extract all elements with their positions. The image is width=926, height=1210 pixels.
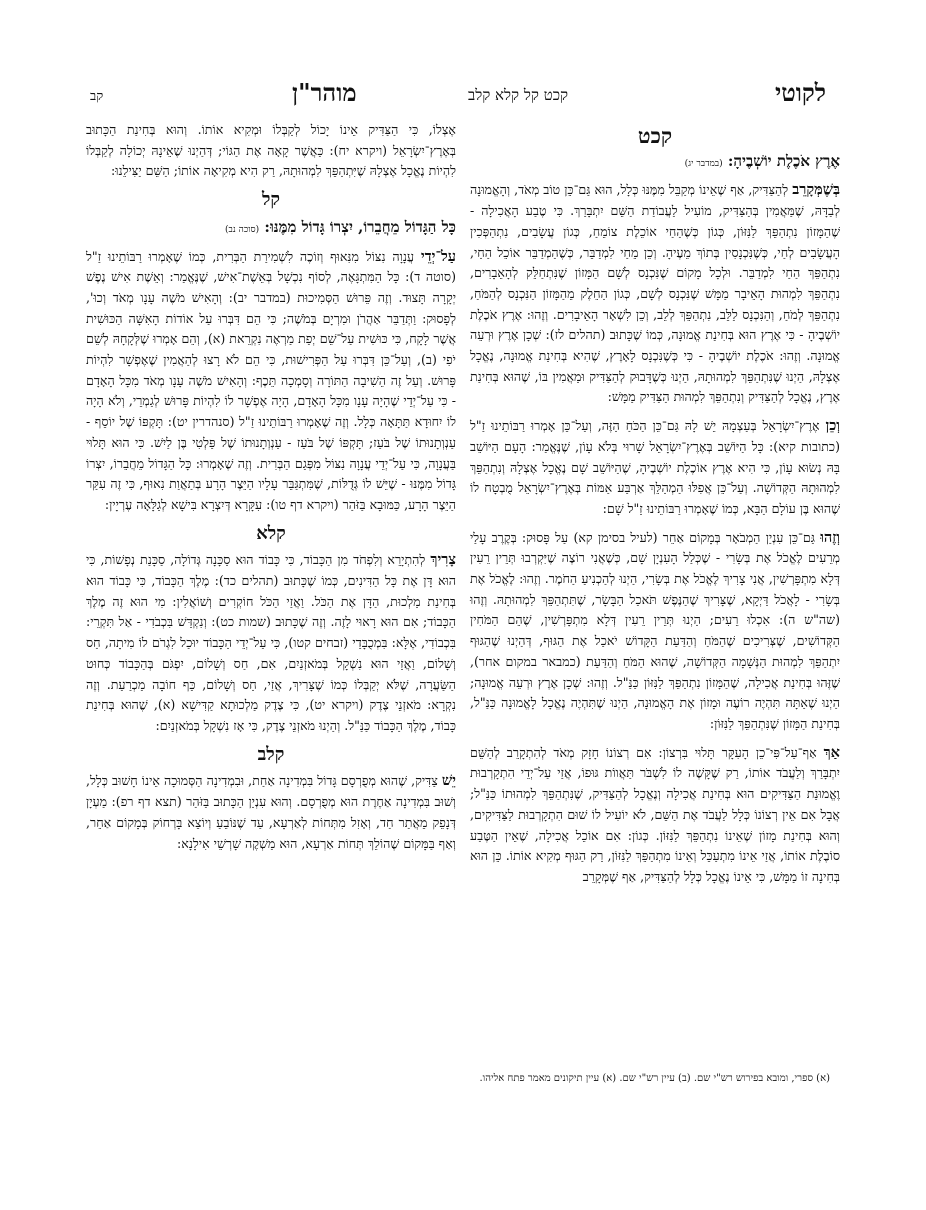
- paragraph-text: עֲנָוָה נִצּוֹל מִנִּאוּף וְזוֹכֶה לִשְׁמִירַת הַבְּרִית, כְּמוֹ שֶׁאָמְרוּ רַבּוֹתֵינוּ זַ"ל (סוטה ד): כָּל הַמִּתְגָּאֶה, לְסוֹף נִכְשָׁל בְּאֵשֶׁת־אִישׁ, שֶׁנֶּאֱמַר: וְאֵשֶׁת אִישׁ נֶפֶשׁ יְקָרָה תָּצוּד. וְזֶה פֵּרוּשׁ הַסְּמִיכוּת (במדבר יב): וְהָאִישׁ מֹשֶׁה עָנָו מְאֹד וְכוּ', לְפָסוּק: וַתְּדַבֵּר אַהֲרֹן וּמִרְיָם בְּמֹשֶׁה; כִּי הֵם דִּבְּרוּ עַל אוֹדוֹת הָאִשָּׁה הַכּוּשִׁית אֲשֶׁר לָקָח, כִּי כּוּשִׁית עַל־שֵׁם יְפַת מַרְאֶה נִקְרֵאת (א), וְהֵם אָמְרוּ שֶׁלְּקָחָהּ לְשֵׁם יֹפִי (ב), וְעַל־כֵּן דִּבְּרוּ עַל הַפְּרִישׁוּת, כִּי הֵם לֹא רָצוּ לְהַאֲמִין שֶׁאֶפְשָׁר לִהְיוֹת פָּרוּשׁ. וְעַל זֶה הֵשִׁיבָה הַתּוֹרָה וְסָמְכָה תֵּכֶף: וְהָאִישׁ מֹשֶׁה עָנָו מְאֹד מִכָּל הָאָדָם - כִּי עַל־יְדֵי שֶׁהָיָה עָנָו מִכָּל הָאָדָם, הָיָה אֶפְשָׁר לוֹ לִהְיוֹת פָּרוּשׁ לְגַמְרֵי, וְלֹא הָיָה לוֹ יִחוּדָא תַּתָּאָה כְּלָל. וְזֶה שֶׁאָמְרוּ רַבּוֹתֵינוּ זַ"ל (סנהדרין יט): תָּקְפּוֹ שֶׁל יוֹסֵף - עַנְוְתָנוּתוֹ שֶׁל בֹּעַז; תָּקְפּוֹ שֶׁל בֹּעַז - עַנְוְתָנוּתוֹ שֶׁל פַּלְטִי בֶּן לַיִשׁ. כִּי הוּא תָּלוּי בַּעֲנָוָה, כִּי עַל־יְדֵי עֲנָוָה נִצּוֹל מִפְּגַם הַבְּרִית. וְזֶה שֶׁאָמְרוּ: כָּל הַגָּדוֹל מֵחֲבֵרוֹ, יִצְרוֹ גָּדוֹל מִמֶּנּוּ - שֶׁיֵּשׁ לוֹ גְּדֻלּוֹת, שֶׁמִּתְגַּבֵּר עָלָיו הַיֵּצֶר הָרָע בְּתַאֲוַת נִאוּף, כִּי זֶה עִקַּר הַיֵּצֶר הָרָע, כַּמּוּבָא בַּזֹּהַר (ויקרא דף טו): עִקָּרָא דְּיִצְרָא בִּישָׁא לְגַלָּאָה עֶרְיָין:: [86, 248, 456, 512]
- paragraph: [470, 743, 840, 888]
- section-title-131: קלא: [256, 522, 286, 544]
- heading-reference: (במדבר יג): [684, 158, 723, 169]
- paragraph: [86, 247, 456, 516]
- paragraph-text: אַף־עַל־פִּי־כֵן הָעִקָּר תָּלוּי בִּרְצוֹן: אִם רְצוֹנוֹ חָזָק מְאֹד לְהִתְקָרֵב לְהַשֵּׁם יִתְבָּרַךְ וְלַעֲבֹד אוֹתוֹ, רַק שֶׁקָּשֶׁה לוֹ לִשְׁבֹּר תַּאֲווֹת גּוּפוֹ, אֲזַי עַל־יְדֵי הִתְקָרְבוּת וֶאֱמוּנַת הַצַּדִּיקִים הוּא בְּחִינַת אֲכִילָה וְנֶאֱכָל לְהַצַּדִּיק, שֶׁנִּתְהַפֵּךְ לִמְהוּתוֹ כַּנַּ"ל; אֲבָל אִם אֵין רְצוֹנוֹ כְּלָל לַעֲבֹד אֶת הַשֵּׁם, לֹא יוֹעִיל לוֹ שׁוּם הִתְקָרְבוּת לַצַּדִּיקִים, וְהוּא בְּחִינַת מָזוֹן שֶׁאֵינוֹ נִתְהַפֵּךְ לַנִּזּוֹן. כְּגוֹן: אִם אוֹכֵל אֲכִילָה, שֶׁאֵין הַטֶּבַע סוֹבֶלֶת אוֹתוֹ, אֲזַי אֵינוֹ מִתְעַכֵּל וְאֵינוֹ מִתְהַפֵּךְ לַנִּזּוֹן, רַק הַגּוּף מְקִיא אוֹתוֹ. כֵּן הוּא בְּחִינָה זוֹ מַמָּשׁ, כִּי אֵינוֹ נֶאֱכָל כְּלָל לְהַצַּדִּיק, אַף שֶׁמְּקָרֵב: [470, 744, 840, 884]
- paragraph-text: אֶרֶץ־יִשְׂרָאֵל בְּעַצְמָהּ יֵשׁ לָהּ גַּם־כֵּן הַכֹּחַ הַזֶּה, וְעַל־כֵּן אָמְרוּ רַבּוֹתֵינוּ זַ"ל (כתובות קיא): כָּל הַיּוֹשֵׁב בְּאֶרֶץ־יִשְׂרָאֵל שָׁרוּי בְּלֹא עָוֹן, שֶׁנֶּאֱמַר: הָעָם הַיּוֹשֵׁב בָּהּ נְשׂוּא עָוֹן, כִּי הִיא אֶרֶץ אוֹכֶלֶת יוֹשְׁבֶיהָ, שֶׁהַיּוֹשֵׁב שָׁם נֶאֱכָל אֶצְלָהּ וְנִתְהַפֵּךְ לִמְהוּתָהּ הַקְּדוֹשָׁה. וְעַל־כֵּן אֲפִלּוּ הַמְהַלֵּךְ אַרְבַּע אַמּוֹת בְּאֶרֶץ־יִשְׂרָאֵל מֻבְטָח לוֹ שֶׁהוּא בֶּן עוֹלָם הַבָּא, כְּמוֹ שֶׁאָמְרוּ רַבּוֹתֵינוּ זַ"ל שָׁם:: [470, 418, 840, 516]
- footnotes: (א) ספרי, ומובא בפירוש רש"י שם. (ב) עיין רש"י שם. (א) עיין תיקונים מאמר פתח אליהו.: [479, 1073, 830, 1084]
- right-column: [470, 120, 840, 896]
- page-number: קב: [90, 89, 104, 104]
- paragraph-text: לְהַצַּדִּיק, אַף שֶׁאֵינוֹ מְקַבֵּל מִמֶּנּוּ כְּלָל, הוּא גַּם־כֵּן טוֹב מְאֹד, וְהָאֱמוּנָה לְבַדָּהּ, שֶׁמַּאֲמִין בְּהַצַּדִּיק, מוֹעִיל לַעֲבוֹדַת הַשֵּׁם יִתְבָּרַךְ. כִּי טֶבַע הָאֲכִילָה - שֶׁהַמָּזוֹן נִתְהַפֵּךְ לַנִּזּוֹן, כְּגוֹן כְּשֶׁהַחַי אוֹכֵלֶת צוֹמֵחַ, כְּגוֹן עֲשָׂבִים, נִתְהַפְּכִין הָעֲשָׂבִים לְחַי, כְּשֶׁנִּכְנָסִין בְּתוֹךְ מֵעֶיהָ. וְכֵן מֵחַי לִמְדַבֵּר, כְּשֶׁהַמְדַבֵּר אוֹכֵל הַחַי, נִתְהַפֵּךְ הַחַי לִמְדַבֵּר. וּלְכָל מָקוֹם שֶׁנִּכְנָס לְשָׁם הַמָּזוֹן שֶׁנִּתְחַלֵּק לְהָאֵבָרִים, נִתְהַפֵּךְ לִמְהוּת הָאֵיבָר מַמָּשׁ שֶׁנִּכְנָס לְשָׁם, כְּגוֹן הַחֵלֶק מֵהַמָּזוֹן הַנִּכְנָס לְהַמֹּחַ, נִתְהַפֵּךְ לְמֹחַ, וְהַנִּכְנָס לַלֵּב, נִתְהַפֵּךְ לְלֵב, וְכֵן לִשְׁאָר הָאֵיבָרִים. וְזֶהוּ: אֶרֶץ אֹכֶלֶת יוֹשְׁבֶיהָ - כִּי אֶרֶץ הוּא בְּחִינַת אֱמוּנָה, כְּמוֹ שֶׁכָּתוּב (תהלים לז): שְׁכָן אֶרֶץ וּרְעֵה אֱמוּנָה. וְזֶהוּ: אֹכֶלֶת יוֹשְׁבֶיהָ - כִּי כְּשֶׁנִּכְנָס לָאָרֶץ, שֶׁהִיא בְּחִינַת אֱמוּנָה, נֶאֱכָל אֶצְלָהּ, הַיְנוּ שֶׁנִּתְהַפֵּךְ לִמְהוּתָהּ, הַיְנוּ כְּשֶׁדָּבוּק לְהַצַּדִּיק וּמַאֲמִין בּוֹ, שֶׁהוּא בְּחִינַת אֶרֶץ, נֶאֱכָל לְהַצַּדִּיק וְנִתְהַפֵּךְ לִמְהוּת הַצַּדִּיק מַמָּשׁ:: [470, 182, 840, 405]
- heading-text: אֶרֶץ אֹכֶלֶת יוֹשְׁבֶיהָ:: [727, 151, 840, 170]
- left-column: [86, 120, 456, 862]
- lead-word: בְּשֶׁמְּקָרֵב: [792, 181, 840, 199]
- paragraph-text: לְהִתְיָרֵא וְלִפְחֹד מִן הַכָּבוֹד, כִּי כָּבוֹד הוּא סַכָּנָה גְּדוֹלָה, סַכָּנַת נְפָשׁוֹת, כִּי הוּא דָּן אֶת כָּל הַדִּינִים, כְּמוֹ שֶׁכָּתוּב (תהלים כד): מֶלֶךְ הַכָּבוֹד, כִּי כָּבוֹד הוּא בְּחִינַת מַלְכוּת, הַדָּן אֶת הַכֹּל. וַאֲזַי הַכֹּל חוֹקְרִים וְשׁוֹאֲלִין: מִי הוּא זֶה מֶלֶךְ הַכָּבוֹד; אִם הוּא רָאוּי לָזֶה. וְזֶה שֶׁכָּתוּב (שמות כט): וְנִקְדַּשׁ בִּכְבֹדִי - אַל תִּקְרֵי: בִּכְבוֹדִי, אֶלָּא: בִּמְכֻבָּדַי (זבחים קטו), כִּי עַל־יְדֵי הַכָּבוֹד יוּכַל לִגְרֹם לוֹ מִיתָה, חַס וְשָׁלוֹם, וַאֲזַי הוּא נִשְׁקָל בְּמֹאזְנַיִם, אִם, חַס וְשָׁלוֹם, יִפְגֹּם בְּהַכָּבוֹד כְּחוּט הַשַּׂעֲרָה, שֶׁלֹּא יְקַבְּלוֹ כְּמוֹ שֶׁצָּרִיךְ, אֲזַי, חַס וְשָׁלוֹם, כַּף חוֹבָה מַכְרַעַת. וְזֶה נִקְרָא: מֹאזְנֵי צֶדֶק (ויקרא יט), כִּי צֶדֶק מַלְכוּתָא קַדִּישָׁא (א), שֶׁהוּא בְּחִינַת כָּבוֹד, מֶלֶךְ הַכָּבוֹד כַּנַּ"ל. וְהַיְנוּ מֹאזְנֵי צֶדֶק, כִּי אָז נִשְׁקָל בְּמֹאזְנַיִם:: [86, 552, 456, 733]
- section-title-129: קכט: [637, 123, 673, 148]
- paragraph: [470, 528, 840, 735]
- heading-text: כָּל הַגָּדוֹל מֵחֲבֵרוֹ, יִצְרוֹ גָּדוֹל מִמֶּנּוּ:: [264, 217, 456, 236]
- paragraph-text: אֶצְלוֹ, כִּי הַצַּדִּיק אֵינוֹ יָכוֹל לְקַבְּלוֹ וּמְקִיא אוֹתוֹ. וְהוּא בְּחִינַת הַכָּתוּב בְּאֶרֶץ־יִשְׂרָאֵל (ויקרא יח): כַּאֲשֶׁר קָאָה אֶת הַגּוֹי; דְּהַיְנוּ שֶׁאֵינָהּ יְכוֹלָה לְקַבְּלוֹ לִהְיוֹת נֶאֱכָל אֶצְלָהּ שֶׁיִּתְהַפֵּךְ לִמְהוּתָהּ, רַק הִיא מְקִיאָה אוֹתוֹ; הַשֵּׁם יַצִּילֵנוּ:: [86, 122, 456, 179]
- running-header: [82, 78, 844, 114]
- section-heading-130: [86, 217, 456, 241]
- section-range: קכט קל קלא קלב: [468, 86, 569, 104]
- book-title-right: לקוטי: [775, 78, 826, 107]
- paragraph: [86, 550, 456, 736]
- lead-word: עַל־יְדֵי: [420, 247, 456, 265]
- paragraph-text: צַדִּיק, שֶׁהוּא מְפֻרְסָם גָּדוֹל בִּמְדִינָה אַחַת, וּבִמְדִינָה הַסְּמוּכָה אֵינוֹ חָשׁוּב כְּלָל, וְשׁוּב בִּמְדִינָה אַחֶרֶת הוּא מְפֻרְסָם. וְהוּא עִנְיַן הַכָּתוּב בַּזֹּהַר (תצא דף רפ): מַעְיָן דְּנָפֵק מֵאֲתַר חַד, וְאָזִל מִתְּחוֹת לְאַרְעָא, עַד שֶׁנּוֹבֵעַ וְיוֹצֵא בָּרְחוֹק בְּמָקוֹם אַחֵר, וְאַף בַּמָּקוֹם שֶׁהוֹלֵךְ תְּחוֹת אַרְעָא, הוּא מַשְׁקֶה שָׁרְשֵׁי אִילָנָא:: [86, 773, 456, 851]
- book-title-left: מוהר"ן: [292, 78, 357, 107]
- paragraph: [86, 771, 456, 854]
- section-title-132: קלב: [257, 743, 285, 765]
- heading-reference: (סוכה נב): [225, 224, 260, 235]
- lead-word: אַךְ: [823, 743, 840, 761]
- section-heading-129: [470, 151, 840, 175]
- paragraph: [470, 180, 840, 408]
- paragraph-text: גַּם־כֵּן עִנְיַן הַמְבֹאָר בְּמָקוֹם אַחֵר (לעיל בסימן קא) עַל פָּסוּק: בְּקֶרֶב עָלַי מְרֵעִים לֶאֱכֹל אֶת בְּשָׂרִי - שֶׁכְּלַל הָעִנְיָן שָׁם, כְּשֶׁאֲנִי רוֹצֶה שֶׁיִּקְרְבוּ תְּרֵין רֵעִין דְּלָא מִתְפָּרְשִׁין, אֲנִי צָרִיךְ לֶאֱכֹל אֶת בְּשָׂרִי, הַיְנוּ לְהַכְנִיעַ הַחֹמֶר. וְזֶהוּ: לֶאֱכֹל אֶת בְּשָׂרִי - לָאֲכֹל דַּיְקָא, שֶׁצָּרִיךְ שֶׁהַנֶּפֶשׁ תֹּאכַל הַבָּשָׂר, שֶׁתִּתְהַפֵּךְ לִמְהוּתָהּ. וְזֶהוּ (שה"ש ה): אִכְלוּ רֵעִים; הַיְנוּ תְּרֵין רֵעִין דְּלָא מִתְפָּרְשִׁין, שֶׁהֵם הַמֹּחִין הַקְּדוֹשִׁים, שֶׁצְּרִיכִים שֶׁהַמֹּחַ וְהַדַּעַת הַקָּדוֹשׁ יֹאכַל אֶת הַגּוּף, דְּהַיְנוּ שֶׁהַגּוּף יִתְהַפֵּךְ לִמְהוּת הַנְּשָׁמָה הַקְּדוֹשָׁה, שֶׁהוּא הַמֹּחַ וְהַדַּעַת (כמבאר במקום אחר), שֶׁזֶּהוּ בְּחִינַת אֲכִילָה, שֶׁהַמָּזוֹן נִתְהַפֵּךְ לַנִּזּוֹן כַּנַּ"ל. וְזֶהוּ: שְׁכָן אֶרֶץ וּרְעֵה אֱמוּנָה; הַיְנוּ שֶׁאַתָּה תִּהְיֶה רוֹעֶה וּמָזוֹן אֶת הָאֱמוּנָה, הַיְנוּ שֶׁתִּהְיֶה נֶאֱכָל לָאֱמוּנָה כַּנַּ"ל, בְּחִינַת הַמָּזוֹן שֶׁנִּתְהַפֵּךְ לַנִּזּוֹן:: [470, 529, 840, 731]
- paragraph: [470, 416, 840, 520]
- lead-word: וְזֶהוּ: [820, 528, 840, 546]
- lead-word: צָרִיךְ: [430, 551, 456, 569]
- paragraph: [86, 120, 456, 182]
- lead-word: יֵשׁ: [441, 772, 456, 790]
- lead-word: וְכֵן: [825, 417, 840, 435]
- section-title-130: קל: [261, 189, 281, 211]
